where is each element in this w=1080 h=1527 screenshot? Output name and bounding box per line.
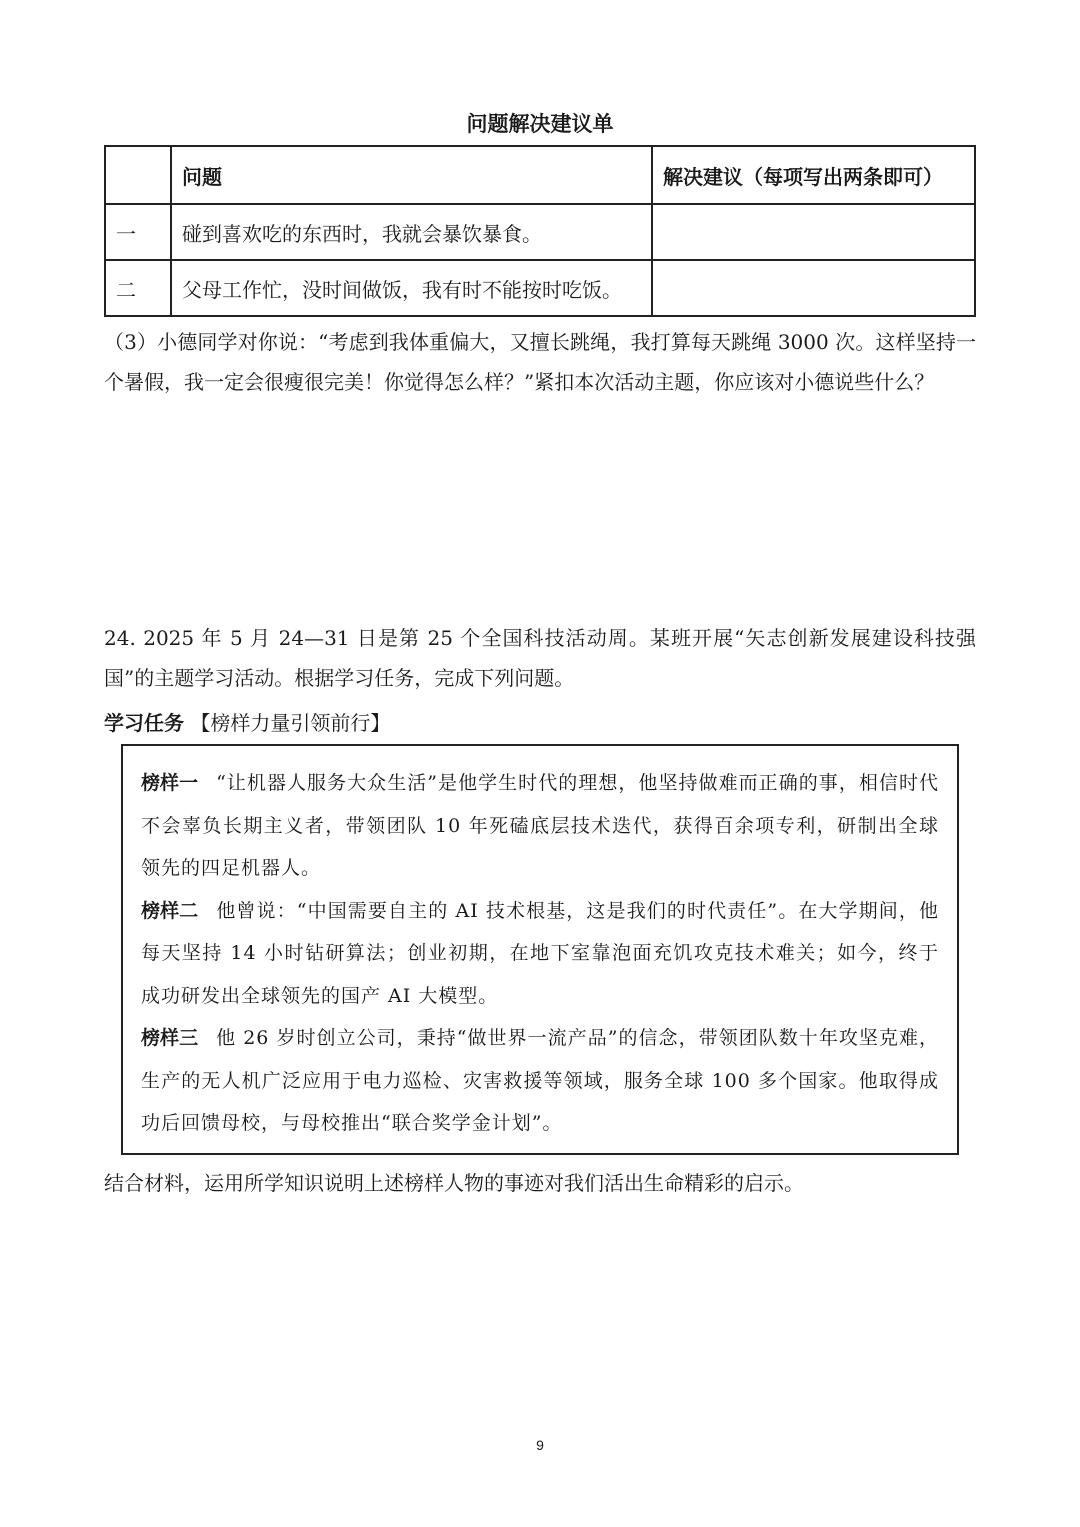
- role-model-entry: [141, 890, 939, 1018]
- task-label: 学习任务: [104, 711, 184, 735]
- table-row: [105, 204, 975, 260]
- role-model-box: [121, 744, 959, 1155]
- question-3-text: （3）小德同学对你说：“考虑到我体重偏大，又擅长跳绳，我打算每天跳绳 3000 次。这样坚持一个暑假，我一定会很瘦很完美！你觉得怎么样？”紧扣本次活动主题，你应该对小德说些什么？: [104, 330, 976, 394]
- task-title: 【榜样力量引领前行】: [190, 711, 391, 735]
- role-model-text: 他曾说：“中国需要自主的 AI 技术根基，这是我们的时代责任”。在大学期间，他每天坚持 14 小时钻研算法；创业初期，在地下室靠泡面充饥攻克技术难关；如今，终于成功研发出全球领先的国产 AI 大模型。: [141, 899, 939, 1007]
- row-suggestion[interactable]: [652, 260, 975, 316]
- header-suggestion: 解决建议（每项写出两条即可）: [652, 146, 975, 204]
- row-question: 碰到喜欢吃的东西时，我就会暴饮暴食。: [171, 204, 652, 260]
- row-suggestion[interactable]: [652, 204, 975, 260]
- header-question: 问题: [171, 146, 652, 204]
- role-model-entry: [141, 762, 939, 890]
- role-model-tag: 榜样二: [141, 899, 199, 922]
- table-row: [105, 260, 975, 316]
- row-num: 二: [105, 260, 171, 316]
- role-model-tag: 榜样一: [141, 772, 199, 794]
- role-model-text: 他 26 岁时创立公司，秉持“做世界一流产品”的信念，带领团队数十年攻坚克难，生产的无人机广泛应用于电力巡检、灾害救援等领域，服务全球 100 多个国家。他取得成功后回馈母校，与母校推出“联合奖学金计划”。: [141, 1027, 939, 1134]
- learning-task-heading: [104, 703, 390, 743]
- question-24-intro: 24. 2025 年 5 月 24—31 日是第 25 个全国科技活动周。某班开展“矢志创新发展建设科技强国”的主题学习活动。根据学习任务，完成下列问题。: [104, 626, 976, 690]
- role-model-entry: [141, 1017, 939, 1145]
- suggestion-table: [104, 145, 976, 317]
- row-question: 父母工作忙，没时间做饭，我有时不能按时吃饭。: [171, 260, 652, 316]
- table-title: 问题解决建议单: [466, 112, 614, 136]
- table-header-row: [105, 146, 975, 204]
- role-model-text: “让机器人服务大众生活”是他学生时代的理想，他坚持做难而正确的事，相信时代不会辜负长期主义者，带领团队 10 年死磕底层技术迭代，获得百余项专利，研制出全球领先的四足机器人。: [141, 772, 939, 879]
- page-number: 9: [536, 1437, 544, 1453]
- header-num: [105, 146, 171, 204]
- row-num: 一: [105, 204, 171, 260]
- question-24-prompt: 结合材料，运用所学知识说明上述榜样人物的事迹对我们活出生命精彩的启示。: [104, 1171, 804, 1195]
- role-model-tag: 榜样三: [141, 1027, 199, 1049]
